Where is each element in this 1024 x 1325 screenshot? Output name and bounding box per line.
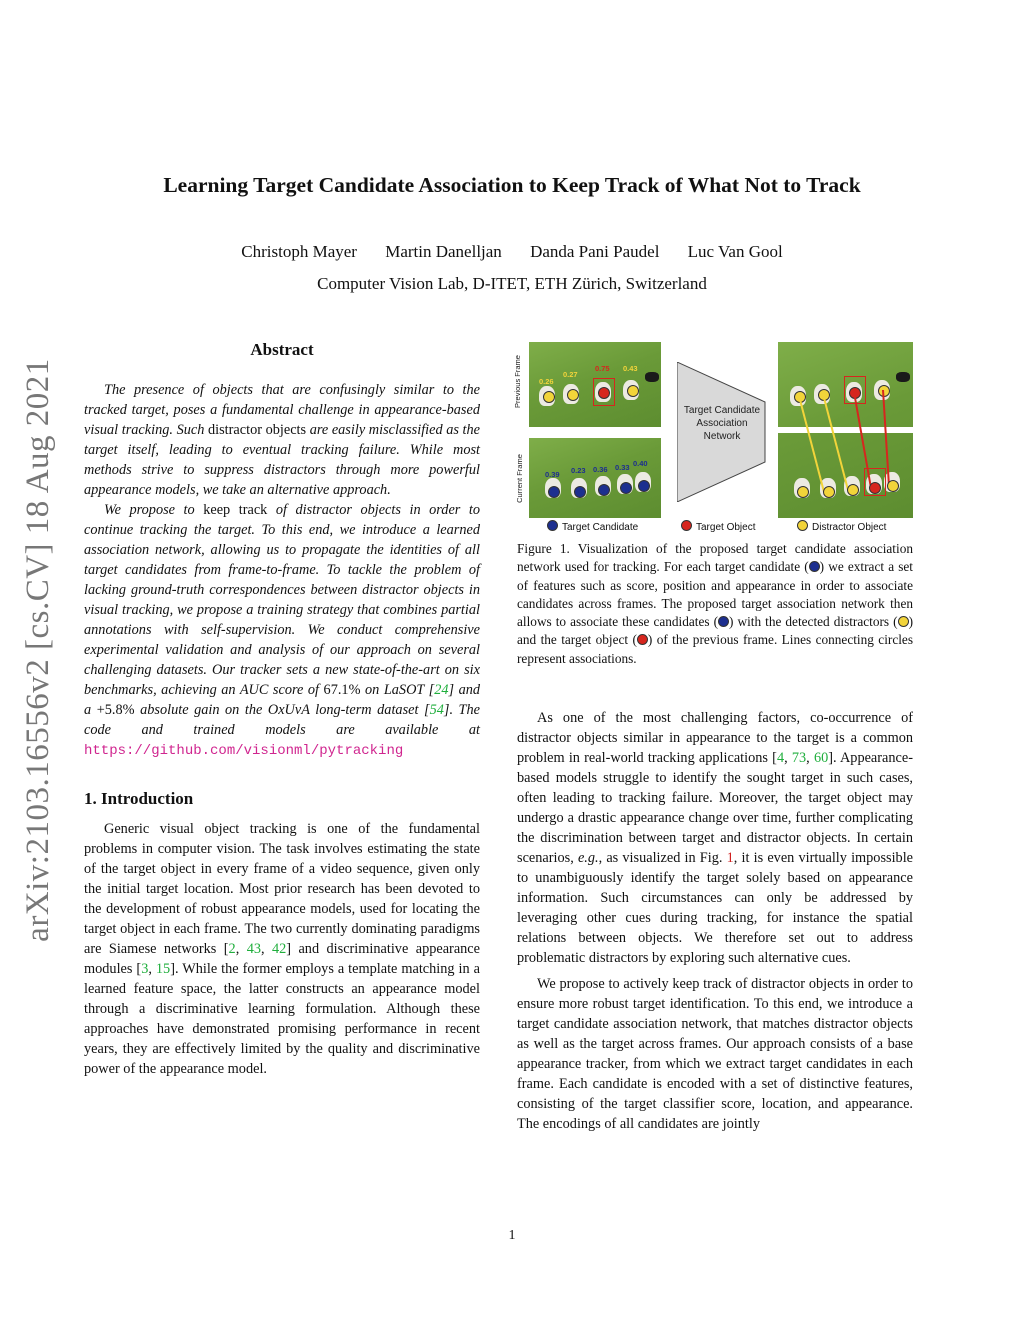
citation-link[interactable]: 60 [813,750,829,766]
citation-link[interactable]: 43 [246,941,261,957]
page-number: 1 [508,1228,516,1243]
candidate-dot [638,480,650,492]
citation-link[interactable]: 2 [228,941,236,957]
right-column [517,708,913,1134]
distractor-dot [823,486,835,498]
intro-paragraph: Generic visual object tracking is one of the fundamental problems in computer vision. The task involves estimating the state of the target object in every frame of a video sequence, given only the initial target location. Most prior research has been devoted to the development of robust appearance models, used for locating the target object in each frame. The two currently dominating paradigms are Siamese networks [2, 43, 42] and discriminative appearance modules [3, 15]. While the former employs a template matching in a learned feature space, the latter constructs an appearance model through a discriminative learning formulation. Although these approaches have demonstrated promising performance in recent years, they are effectively limited by the quality and discriminative power of the appearance model. [84,821,481,1077]
citation-link[interactable]: 42 [271,941,287,957]
legend-dot-icon [797,520,808,531]
legend-dot-icon [547,520,558,531]
target-dot [598,387,610,399]
distractor-dot [847,484,859,496]
target-dot-icon [637,634,648,645]
intro-paragraph: We propose to actively keep track of distractor objects in order to ensure more robust target identification. To this end, we introduce a target candidate association network, that matches distractor objects as well as the target across frames. Our approach consists of a base appearance tracker, from which we extract target candidates in each frame. Each candidate is encoded with a set of distinctive features, consisting of the target classifier score, location, and appearance. The encodings of all candidates are jointly [517,976,913,1132]
score-label: 0.23 [571,466,586,475]
score-label: 0.75 [595,364,610,373]
distractor-dot [797,486,809,498]
author: Luc Van Gool [687,242,783,261]
citation-link[interactable]: 54 [429,702,444,718]
author: Danda Pani Paudel [530,242,660,261]
candidate-dot [620,482,632,494]
candidate-dot [574,486,586,498]
current-frame-image [529,438,661,518]
score-label: 0.40 [633,459,648,468]
score-label: 0.36 [593,465,608,474]
association-output-image [778,342,913,518]
legend-target-object: Target Object [681,520,755,533]
citation-link[interactable]: 3 [141,961,149,977]
previous-frame-image [529,342,661,427]
paper-title: Learning Target Candidate Association to Keep Track of What Not to Track [163,173,861,197]
score-label: 0.27 [563,370,578,379]
figure-caption: Figure 1. Visualization of the proposed target candidate association network used for tracking. For each target candidate ( ) we extract a set of features such as score, position and appearance in order to associate candidates across frames. The proposed target association network then allows to associate these candidates ( ) with the detected distractors ( ) and the target object ( ) of the previous frame. Lines connecting circles represent associations. [517,541,913,666]
citation-link[interactable]: 24 [434,682,449,698]
target-dot [869,482,881,494]
author-list [0,242,1024,262]
citation-link[interactable]: 4 [776,750,785,766]
score-label: 0.43 [623,364,638,373]
distractor-dot [567,389,579,401]
dog [645,372,659,382]
figure-link[interactable]: 1 [726,850,734,866]
author: Martin Danelljan [385,242,502,261]
author: Christoph Mayer [241,242,357,261]
distractor-dot [543,391,555,403]
score-label: 0.39 [545,470,560,479]
legend-distractor-object: Distractor Object [797,520,886,533]
abstract-paragraph: We propose to keep track of distractor objects in order to continue tracking the target. To this end, we introduce a learned association network, allowing us to propagate the identities of all target candidates from frame-to-frame. To tackle the problem of lacking ground-truth correspondences between distractor objects in visual tracking, we propose a training strategy that combines partial annotations with self-supervision. We conduct comprehensive experimental validation and analysis of our approach on several challenging datasets. Our tracker sets a new state-of-the-art on six benchmarks, achieving an AUC score of 67.1% on LaSOT [24] and a +5.8% absolute gain on the OxUvA long-term dataset [54]. The code and trained models are available at https://github.com/visionml/pytracking [84,502,481,759]
legend-target-candidate: Target Candidate [547,520,638,533]
distractor-dot-icon [898,616,909,627]
score-label: 0.26 [539,377,554,386]
current-frame-label: Current Frame [514,454,524,503]
candidate-dot [548,486,560,498]
legend-dot-icon [681,520,692,531]
network-label: Target Candidate Association Network [683,405,761,442]
citation-link[interactable]: 15 [155,961,171,977]
citation-link[interactable]: 73 [791,750,807,766]
intro-paragraph: As one of the most challenging factors, co-occurrence of distractor objects similar in appearance to the target is a common problem in real-world tracking applications [4, 73, 60]. Appearance-based models struggle to identify the sought target in such cases, often leading to tracking failure. Moreover, the target object may undergo a drastic appearance change over time, further complicating the discrimination between target and distractor objects. In certain scenarios, e.g., as visualized in Fig. 1, it is even virtually impossible to unambiguously identify the target solely based on appearance information. Such circumstances can only be addressed by leveraging other cues during tracking, for instance the spatial relations between objects. We therefore set out to address problematic distractors by exploring such alternative cues. [517,710,914,966]
abstract-heading: Abstract [250,340,314,359]
distractor-dot [627,385,639,397]
affiliation: Computer Vision Lab, D-ITET, ETH Zürich, Switzerland [317,274,707,293]
candidate-dot [598,484,610,496]
code-url-link[interactable]: https://github.com/visionml/pytracking [84,743,404,759]
figure-1 [512,342,913,537]
distractor-dot [887,480,899,492]
candidate-dot-icon [718,616,729,627]
candidate-dot-icon [809,561,820,572]
score-label: 0.33 [615,463,630,472]
previous-frame-label: Previous Frame [512,355,522,408]
left-column [84,340,480,1079]
arxiv-stamp: arXiv:2103.16556v2 [cs.CV] 18 Aug 2021 [20,358,56,942]
abstract-paragraph: The presence of objects that are confusingly similar to the tracked target, poses a fundamental challenge in appearance-based visual tracking. Such distractor objects are easily misclassified as the target itself, leading to eventual tracking failure. While most methods strive to suppress distractors through more powerful appearance models, we take an alternative approach. [84,382,481,498]
section-heading: 1. Introduction [84,789,194,808]
